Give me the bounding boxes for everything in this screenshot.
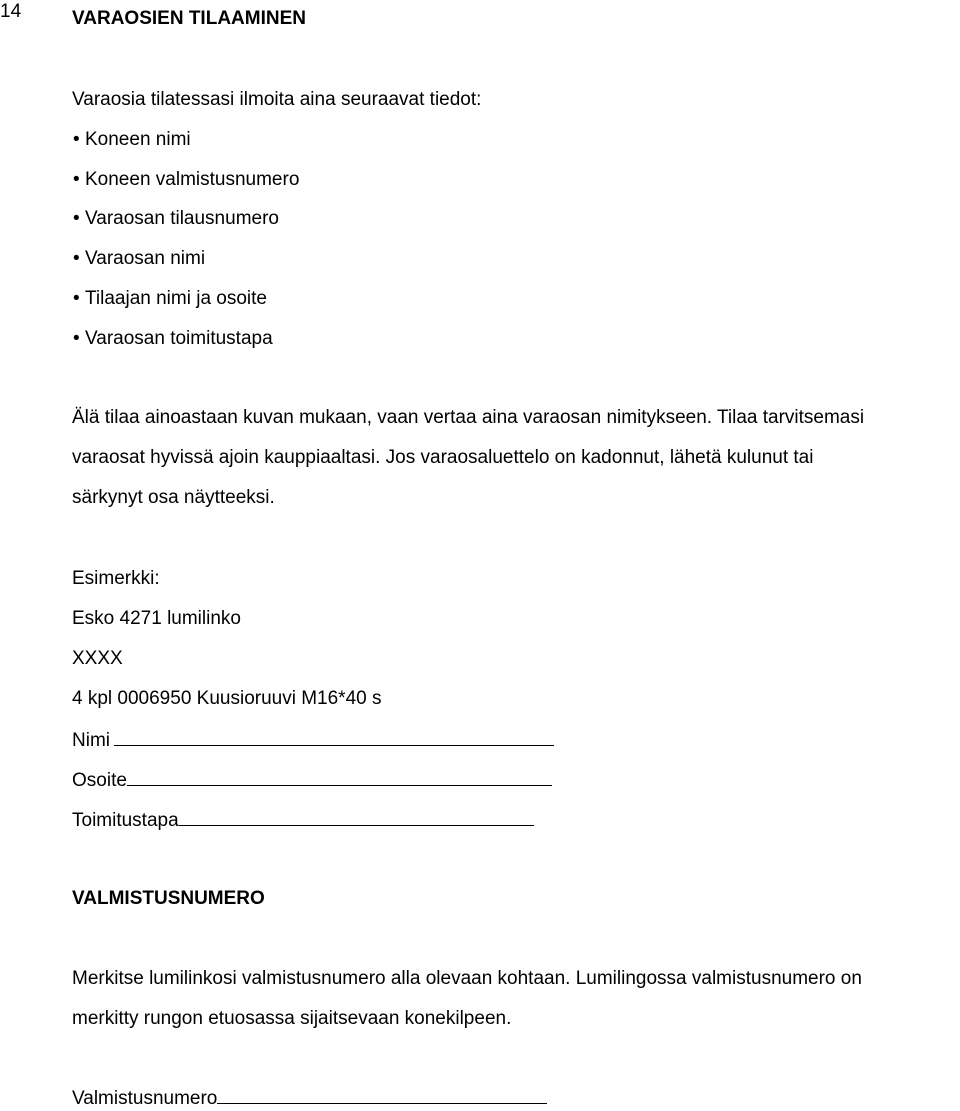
delivery-blank-line[interactable] xyxy=(179,807,534,826)
intro-text: Varaosia tilatessasi ilmoita aina seuraavat tiedot: xyxy=(72,89,482,110)
example-serial: XXXX xyxy=(72,648,123,669)
name-field xyxy=(72,727,554,753)
page-number: 14 xyxy=(0,1,22,22)
address-field xyxy=(72,767,552,793)
bullet-icon: • xyxy=(73,129,80,150)
example-part: 4 kpl 0006950 Kuusioruuvi M16*40 s xyxy=(72,688,382,709)
example-heading: Esimerkki: xyxy=(72,568,160,589)
page-title: VARAOSIEN TILAAMINEN xyxy=(72,8,306,29)
list-item-label: Tilaajan nimi ja osoite xyxy=(85,288,267,309)
serial-text-line: merkitty rungon etuosassa sijaitsevaan konekilpeen. xyxy=(72,1008,512,1029)
advice-line: Älä tilaa ainoastaan kuvan mukaan, vaan vertaa aina varaosan nimitykseen. Tilaa tarvitsemasi xyxy=(72,407,865,428)
serial-number-blank-line[interactable] xyxy=(217,1085,547,1104)
bullet-icon: • xyxy=(73,288,80,309)
list-item xyxy=(73,247,205,271)
advice-line: varaosat hyvissä ajoin kauppiaaltasi. Jos varaosaluettelo on kadonnut, lähetä kulunut tai xyxy=(72,447,814,468)
bullet-icon: • xyxy=(73,208,80,229)
list-item xyxy=(73,327,273,351)
list-item xyxy=(73,128,191,152)
list-item-label: Varaosan tilausnumero xyxy=(85,208,279,229)
bullet-icon: • xyxy=(73,248,80,269)
name-blank-line[interactable] xyxy=(114,727,554,746)
bullet-icon: • xyxy=(73,169,80,190)
section-heading: VALMISTUSNUMERO xyxy=(72,888,265,909)
address-blank-line[interactable] xyxy=(127,767,552,786)
name-label: Nimi xyxy=(72,730,110,751)
list-item-label: Varaosan toimitustapa xyxy=(85,328,273,349)
list-item xyxy=(73,207,279,231)
delivery-label: Toimitustapa xyxy=(72,810,179,831)
address-label: Osoite xyxy=(72,770,127,791)
list-item xyxy=(73,287,267,311)
example-machine: Esko 4271 lumilinko xyxy=(72,608,241,629)
list-item xyxy=(73,168,299,192)
serial-number-field xyxy=(72,1085,547,1111)
serial-number-label: Valmistusnumero xyxy=(72,1088,218,1109)
list-item-label: Varaosan nimi xyxy=(85,248,206,269)
bullet-icon: • xyxy=(73,328,80,349)
delivery-field xyxy=(72,807,534,833)
advice-line: särkynyt osa näytteeksi. xyxy=(72,487,275,508)
list-item-label: Koneen valmistusnumero xyxy=(85,169,300,190)
serial-text-line: Merkitse lumilinkosi valmistusnumero alla olevaan kohtaan. Lumilingossa valmistusnumero on xyxy=(72,968,862,989)
list-item-label: Koneen nimi xyxy=(85,129,191,150)
